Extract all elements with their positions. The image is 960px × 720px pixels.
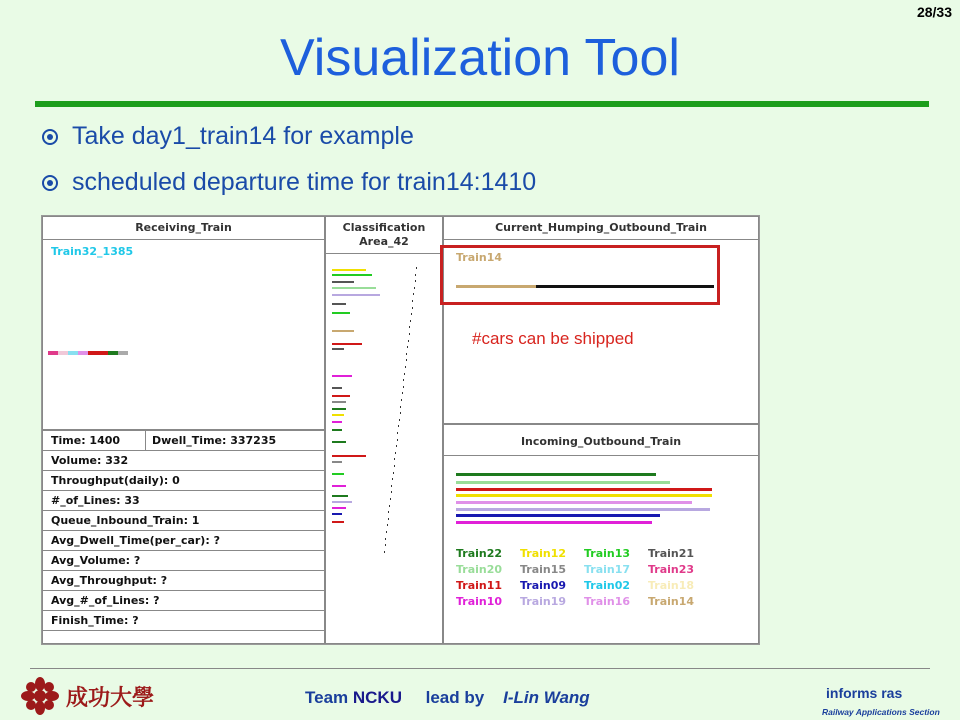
class-line-mark bbox=[332, 429, 342, 431]
class-dot-mark bbox=[400, 406, 401, 408]
class-dot-mark bbox=[388, 518, 389, 520]
class-line-mark bbox=[332, 455, 366, 457]
bullet-item-2 bbox=[42, 168, 536, 197]
time-value: Time: 1400 bbox=[43, 431, 146, 450]
throughput-row: Throughput(daily): 0 bbox=[43, 471, 324, 491]
footer-team-prefix: Team bbox=[305, 688, 353, 707]
legend-train-label: Train20 bbox=[456, 563, 503, 576]
class-dot-mark bbox=[410, 320, 411, 322]
legend-train-label: Train13 bbox=[584, 547, 631, 560]
class-dot-mark bbox=[411, 313, 412, 315]
time-row bbox=[43, 431, 324, 451]
current-humping-header: Current_Humping_Outbound_Train bbox=[495, 221, 707, 234]
class-line-mark bbox=[332, 312, 350, 314]
class-line-mark bbox=[332, 294, 380, 296]
class-dot-mark bbox=[396, 445, 397, 447]
informs-ras-logo bbox=[820, 678, 940, 718]
queue-row: Queue_Inbound_Train: 1 bbox=[43, 511, 324, 531]
class-line-mark bbox=[332, 513, 342, 515]
class-dot-mark bbox=[414, 287, 415, 289]
class-dot-mark bbox=[389, 505, 390, 507]
class-dot-mark bbox=[412, 307, 413, 309]
receiving-train-header: Receiving_Train bbox=[135, 221, 232, 234]
incoming-train-bar bbox=[456, 473, 656, 476]
dwell-time-value: Dwell_Time: 337235 bbox=[152, 434, 277, 447]
class-dot-mark bbox=[406, 353, 407, 355]
incoming-train-bar bbox=[456, 508, 710, 511]
class-dot-mark bbox=[409, 333, 410, 335]
footer-rule bbox=[30, 668, 930, 669]
class-line-mark bbox=[332, 269, 366, 271]
class-dot-mark bbox=[406, 359, 407, 361]
ncku-logo bbox=[20, 676, 170, 716]
footer-team-name: NCKU bbox=[352, 688, 402, 707]
target-bullet-icon bbox=[42, 129, 58, 145]
class-line-mark bbox=[332, 414, 344, 416]
class-line-mark bbox=[332, 485, 346, 487]
class-line-mark bbox=[332, 303, 346, 305]
incoming-train-bar bbox=[456, 481, 670, 484]
class-dot-mark bbox=[403, 386, 404, 388]
ncku-logo-text: 成功大學 bbox=[66, 685, 155, 711]
highlight-box bbox=[440, 245, 720, 305]
class-dot-mark bbox=[400, 412, 401, 414]
classification-header-line2: Area_42 bbox=[359, 235, 409, 248]
classification-panel bbox=[325, 216, 443, 644]
class-line-mark bbox=[332, 274, 372, 276]
class-dot-mark bbox=[394, 458, 395, 460]
class-dot-mark bbox=[391, 491, 392, 493]
class-dot-mark bbox=[398, 425, 399, 427]
class-line-mark bbox=[332, 395, 350, 397]
class-line-mark bbox=[332, 348, 344, 350]
legend-train-label: Train21 bbox=[648, 547, 695, 560]
class-dot-mark bbox=[384, 551, 385, 553]
legend-train-label: Train18 bbox=[648, 579, 695, 592]
legend-train-label: Train23 bbox=[648, 563, 695, 576]
incoming-train-bar bbox=[456, 501, 692, 504]
incoming-train-bar bbox=[456, 521, 652, 524]
avg-lines-row: Avg_#_of_Lines: ? bbox=[43, 591, 324, 611]
footer-lead-label: lead by bbox=[425, 688, 485, 707]
avg-dwell-row: Avg_Dwell_Time(per_car): ? bbox=[43, 531, 324, 551]
class-dot-mark bbox=[387, 524, 388, 526]
class-dot-mark bbox=[416, 267, 417, 269]
annotation-note: #cars can be shipped bbox=[472, 329, 634, 348]
class-dot-mark bbox=[401, 399, 402, 401]
class-dot-mark bbox=[391, 485, 392, 487]
incoming-train-bar bbox=[456, 494, 712, 497]
class-dot-mark bbox=[394, 465, 395, 467]
legend-train-label: Train15 bbox=[520, 563, 567, 576]
target-bullet-icon bbox=[42, 175, 58, 191]
class-dot-mark bbox=[402, 392, 403, 394]
classification-header bbox=[326, 221, 442, 249]
incoming-train-bar bbox=[456, 514, 660, 517]
title-rule bbox=[35, 101, 929, 107]
class-dot-mark bbox=[388, 511, 389, 513]
incoming-train-bar bbox=[456, 488, 712, 491]
class-dot-mark bbox=[395, 452, 396, 454]
legend-train-label: Train17 bbox=[584, 563, 631, 576]
class-line-mark bbox=[332, 408, 346, 410]
volume-row: Volume: 332 bbox=[43, 451, 324, 471]
class-dot-mark bbox=[409, 326, 410, 328]
bullet-text-1: Take day1_train14 for example bbox=[72, 122, 414, 150]
footer-leader-name: I-Lin Wang bbox=[503, 688, 590, 707]
class-line-mark bbox=[332, 473, 344, 475]
class-dot-mark bbox=[412, 300, 413, 302]
avg-volume-row: Avg_Volume: ? bbox=[43, 551, 324, 571]
bullet-item-1 bbox=[42, 122, 414, 151]
class-dot-mark bbox=[404, 373, 405, 375]
class-dot-mark bbox=[399, 419, 400, 421]
class-line-mark bbox=[332, 375, 352, 377]
class-dot-mark bbox=[385, 538, 386, 540]
class-dot-mark bbox=[415, 280, 416, 282]
class-dot-mark bbox=[415, 274, 416, 276]
incoming-outbound-panel bbox=[443, 424, 759, 644]
class-dot-mark bbox=[392, 478, 393, 480]
legend-train-label: Train10 bbox=[456, 595, 503, 608]
class-dot-mark bbox=[397, 432, 398, 434]
receiving-train-panel bbox=[42, 216, 325, 430]
class-dot-mark bbox=[408, 340, 409, 342]
class-line-mark bbox=[332, 387, 342, 389]
avg-throughput-row: Avg_Throughput: ? bbox=[43, 571, 324, 591]
bullet-text-2: scheduled departure time for train14:1410 bbox=[72, 168, 537, 196]
class-dot-mark bbox=[393, 472, 394, 474]
class-line-mark bbox=[332, 343, 362, 345]
class-dot-mark bbox=[385, 544, 386, 546]
class-line-mark bbox=[332, 421, 342, 423]
class-line-mark bbox=[332, 330, 354, 332]
class-dot-mark bbox=[413, 293, 414, 295]
class-dot-mark bbox=[390, 498, 391, 500]
legend-train-label: Train12 bbox=[520, 547, 567, 560]
class-line-mark bbox=[332, 287, 376, 289]
class-dot-mark bbox=[397, 439, 398, 441]
class-dot-mark bbox=[403, 379, 404, 381]
railway-section-text: Railway Applications Section bbox=[822, 707, 940, 717]
legend-train-label: Train11 bbox=[456, 579, 503, 592]
finish-time-row: Finish_Time: ? bbox=[43, 611, 324, 631]
legend-train-label: Train02 bbox=[584, 579, 631, 592]
legend-train-label: Train19 bbox=[520, 595, 567, 608]
class-dot-mark bbox=[407, 346, 408, 348]
lines-row: #_of_Lines: 33 bbox=[43, 491, 324, 511]
classification-header-line1: Classification bbox=[342, 221, 426, 234]
legend-train-label: Train09 bbox=[520, 579, 567, 592]
receiving-train-cars bbox=[48, 351, 128, 355]
informs-ras-logo-text: informs ras bbox=[826, 685, 903, 701]
class-line-mark bbox=[332, 461, 342, 463]
receiving-train-id: Train32_1385 bbox=[51, 245, 134, 258]
class-line-mark bbox=[332, 501, 352, 503]
footer-credit bbox=[305, 688, 590, 708]
class-line-mark bbox=[332, 495, 348, 497]
class-dot-mark bbox=[386, 531, 387, 533]
page-number: 28/33 bbox=[916, 4, 952, 20]
stats-panel bbox=[42, 430, 325, 644]
class-line-mark bbox=[332, 521, 344, 523]
class-line-mark bbox=[332, 401, 346, 403]
incoming-outbound-header: Incoming_Outbound_Train bbox=[520, 435, 682, 448]
class-line-mark bbox=[332, 441, 346, 443]
class-line-mark bbox=[332, 507, 346, 509]
class-dot-mark bbox=[405, 366, 406, 368]
legend-train-label: Train22 bbox=[456, 547, 503, 560]
legend-train-label: Train14 bbox=[648, 595, 695, 608]
current-train-id: Train14 bbox=[456, 251, 503, 264]
legend-train-label: Train16 bbox=[584, 595, 631, 608]
slide-title: Visualization Tool bbox=[280, 29, 680, 87]
class-line-mark bbox=[332, 281, 354, 283]
